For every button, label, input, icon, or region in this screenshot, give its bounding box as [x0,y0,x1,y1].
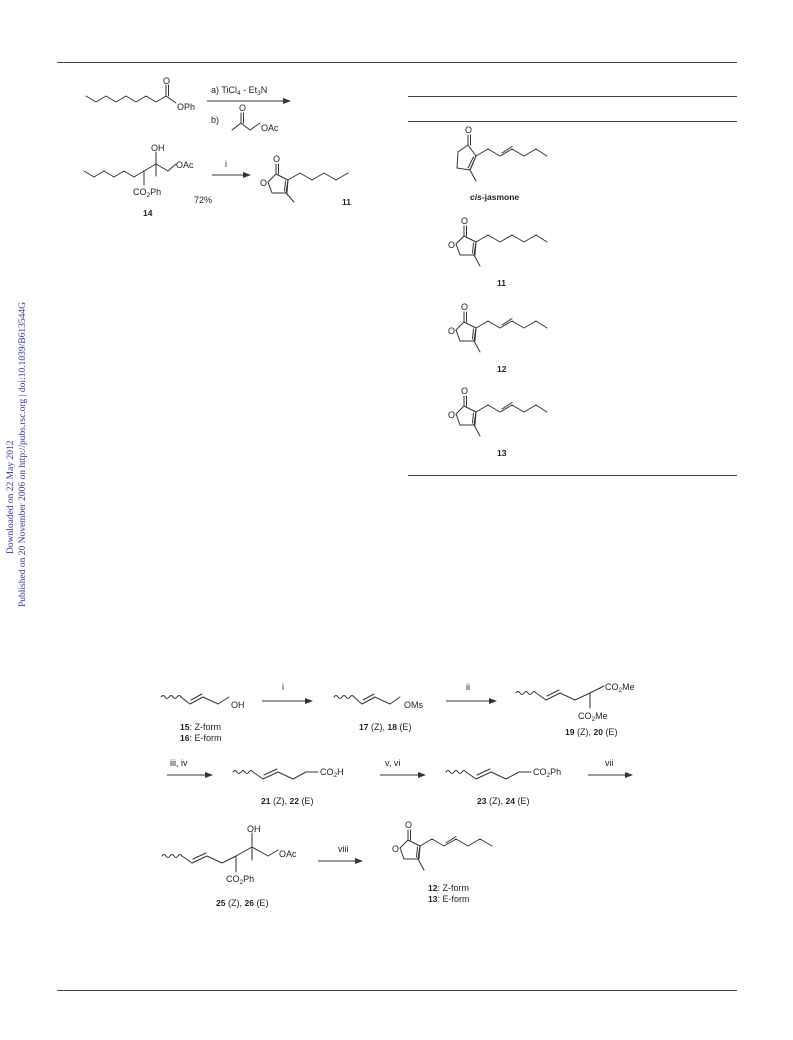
label-23-24: 23 (Z), 24 (E) [477,796,530,806]
svg-text:O: O [405,820,413,830]
label-17-18: 17 (Z), 18 (E) [359,722,412,732]
label-21-22: 21 (Z), 22 (E) [261,796,314,806]
table-entry-13 [448,386,547,458]
label-13: 13: E-form [428,894,470,904]
svg-text:O: O [448,326,456,336]
published-note: Published on 20 November 2006 on http://pubs.rsc.org | doi:10.1039/B613544G [18,302,27,607]
compound-11-number: 11 [342,197,351,207]
svg-text:O: O [465,125,473,135]
carbonyl-o-label: O [163,76,171,86]
svg-text:O: O [260,178,268,188]
entry-12-number: 12 [497,364,507,374]
svg-text:OH: OH [231,700,245,710]
compound-14-number: 14 [143,208,153,218]
scheme1 [84,76,351,218]
compound-17-18 [334,694,423,732]
label-12: 12: Z-form [428,883,469,893]
svg-text:O: O [448,240,456,250]
label-16: 16: E-form [180,733,222,743]
entry-13-number: 13 [497,448,507,458]
acetoxyacetone [232,103,279,133]
compound-14 [84,143,194,218]
structure-table [448,125,547,458]
table-entry-12 [448,302,547,374]
step-v-vi-label: v, vi [385,758,401,768]
svg-text:O: O [448,410,456,420]
compound-11-scheme1 [260,154,351,207]
svg-text:CO2Ph: $CO_2Ph$ [133,187,162,199]
step-iii-iv-label: iii, iv [170,758,188,768]
jasmone-label: cis-jasmone [470,192,520,202]
step-b-label: b) [211,115,220,125]
svg-text:OAc: OAc [279,849,297,859]
step-vii-label: vii [605,758,614,768]
yield-label: 72% [194,195,213,205]
compound-12-13 [392,820,492,904]
compound-25-26 [162,824,297,908]
label-25-26: 25 (Z), 26 (E) [216,898,269,908]
compound-15-16 [161,694,245,743]
compound-19-20 [516,682,635,737]
cis-jasmone [457,125,547,202]
entry-11-number: 11 [497,278,506,288]
label-15: 15: Z-form [180,722,221,732]
step-a-label: a) TiCl$_4$ - $Et_3N$ [211,85,268,97]
phenyl-heptanoate [86,76,195,112]
svg-text:OH: OH [151,143,165,153]
scheme2 [161,682,635,908]
svg-text:O: O [239,103,247,113]
label-19-20: 19 (Z), 20 (E) [565,727,618,737]
ester-label: OPh [177,102,196,112]
step-viii-label: viii [338,844,349,854]
svg-text:CO2Me: $CO_2Me$ [605,682,635,694]
svg-text:O: O [392,844,400,854]
svg-text:OH: OH [247,824,261,834]
svg-text:CO2Ph: $CO_2Ph$ [533,767,562,779]
scheme1-step-i: i [225,159,227,169]
svg-text:O: O [461,386,469,396]
svg-text:O: O [461,216,469,226]
svg-text:O: O [461,302,469,312]
svg-text:OMs: OMs [404,700,423,710]
svg-text:CO2Ph: $CO_2Ph$ [226,874,255,886]
svg-text:CO2H: $CO_2H$ [320,767,344,779]
table-entry-11 [448,216,547,288]
downloaded-note: Downloaded on 22 May 2012 [6,440,16,554]
svg-text:OAc: OAc [261,123,279,133]
svg-text:O: O [273,154,281,164]
step-i-label: i [282,682,284,692]
step-ii-label: ii [466,682,470,692]
svg-text:OAc: OAc [176,160,194,170]
compound-21-22 [233,767,344,806]
svg-text:CO2Me: $CO_2Me$ [578,711,608,723]
compound-23-24 [446,767,561,806]
